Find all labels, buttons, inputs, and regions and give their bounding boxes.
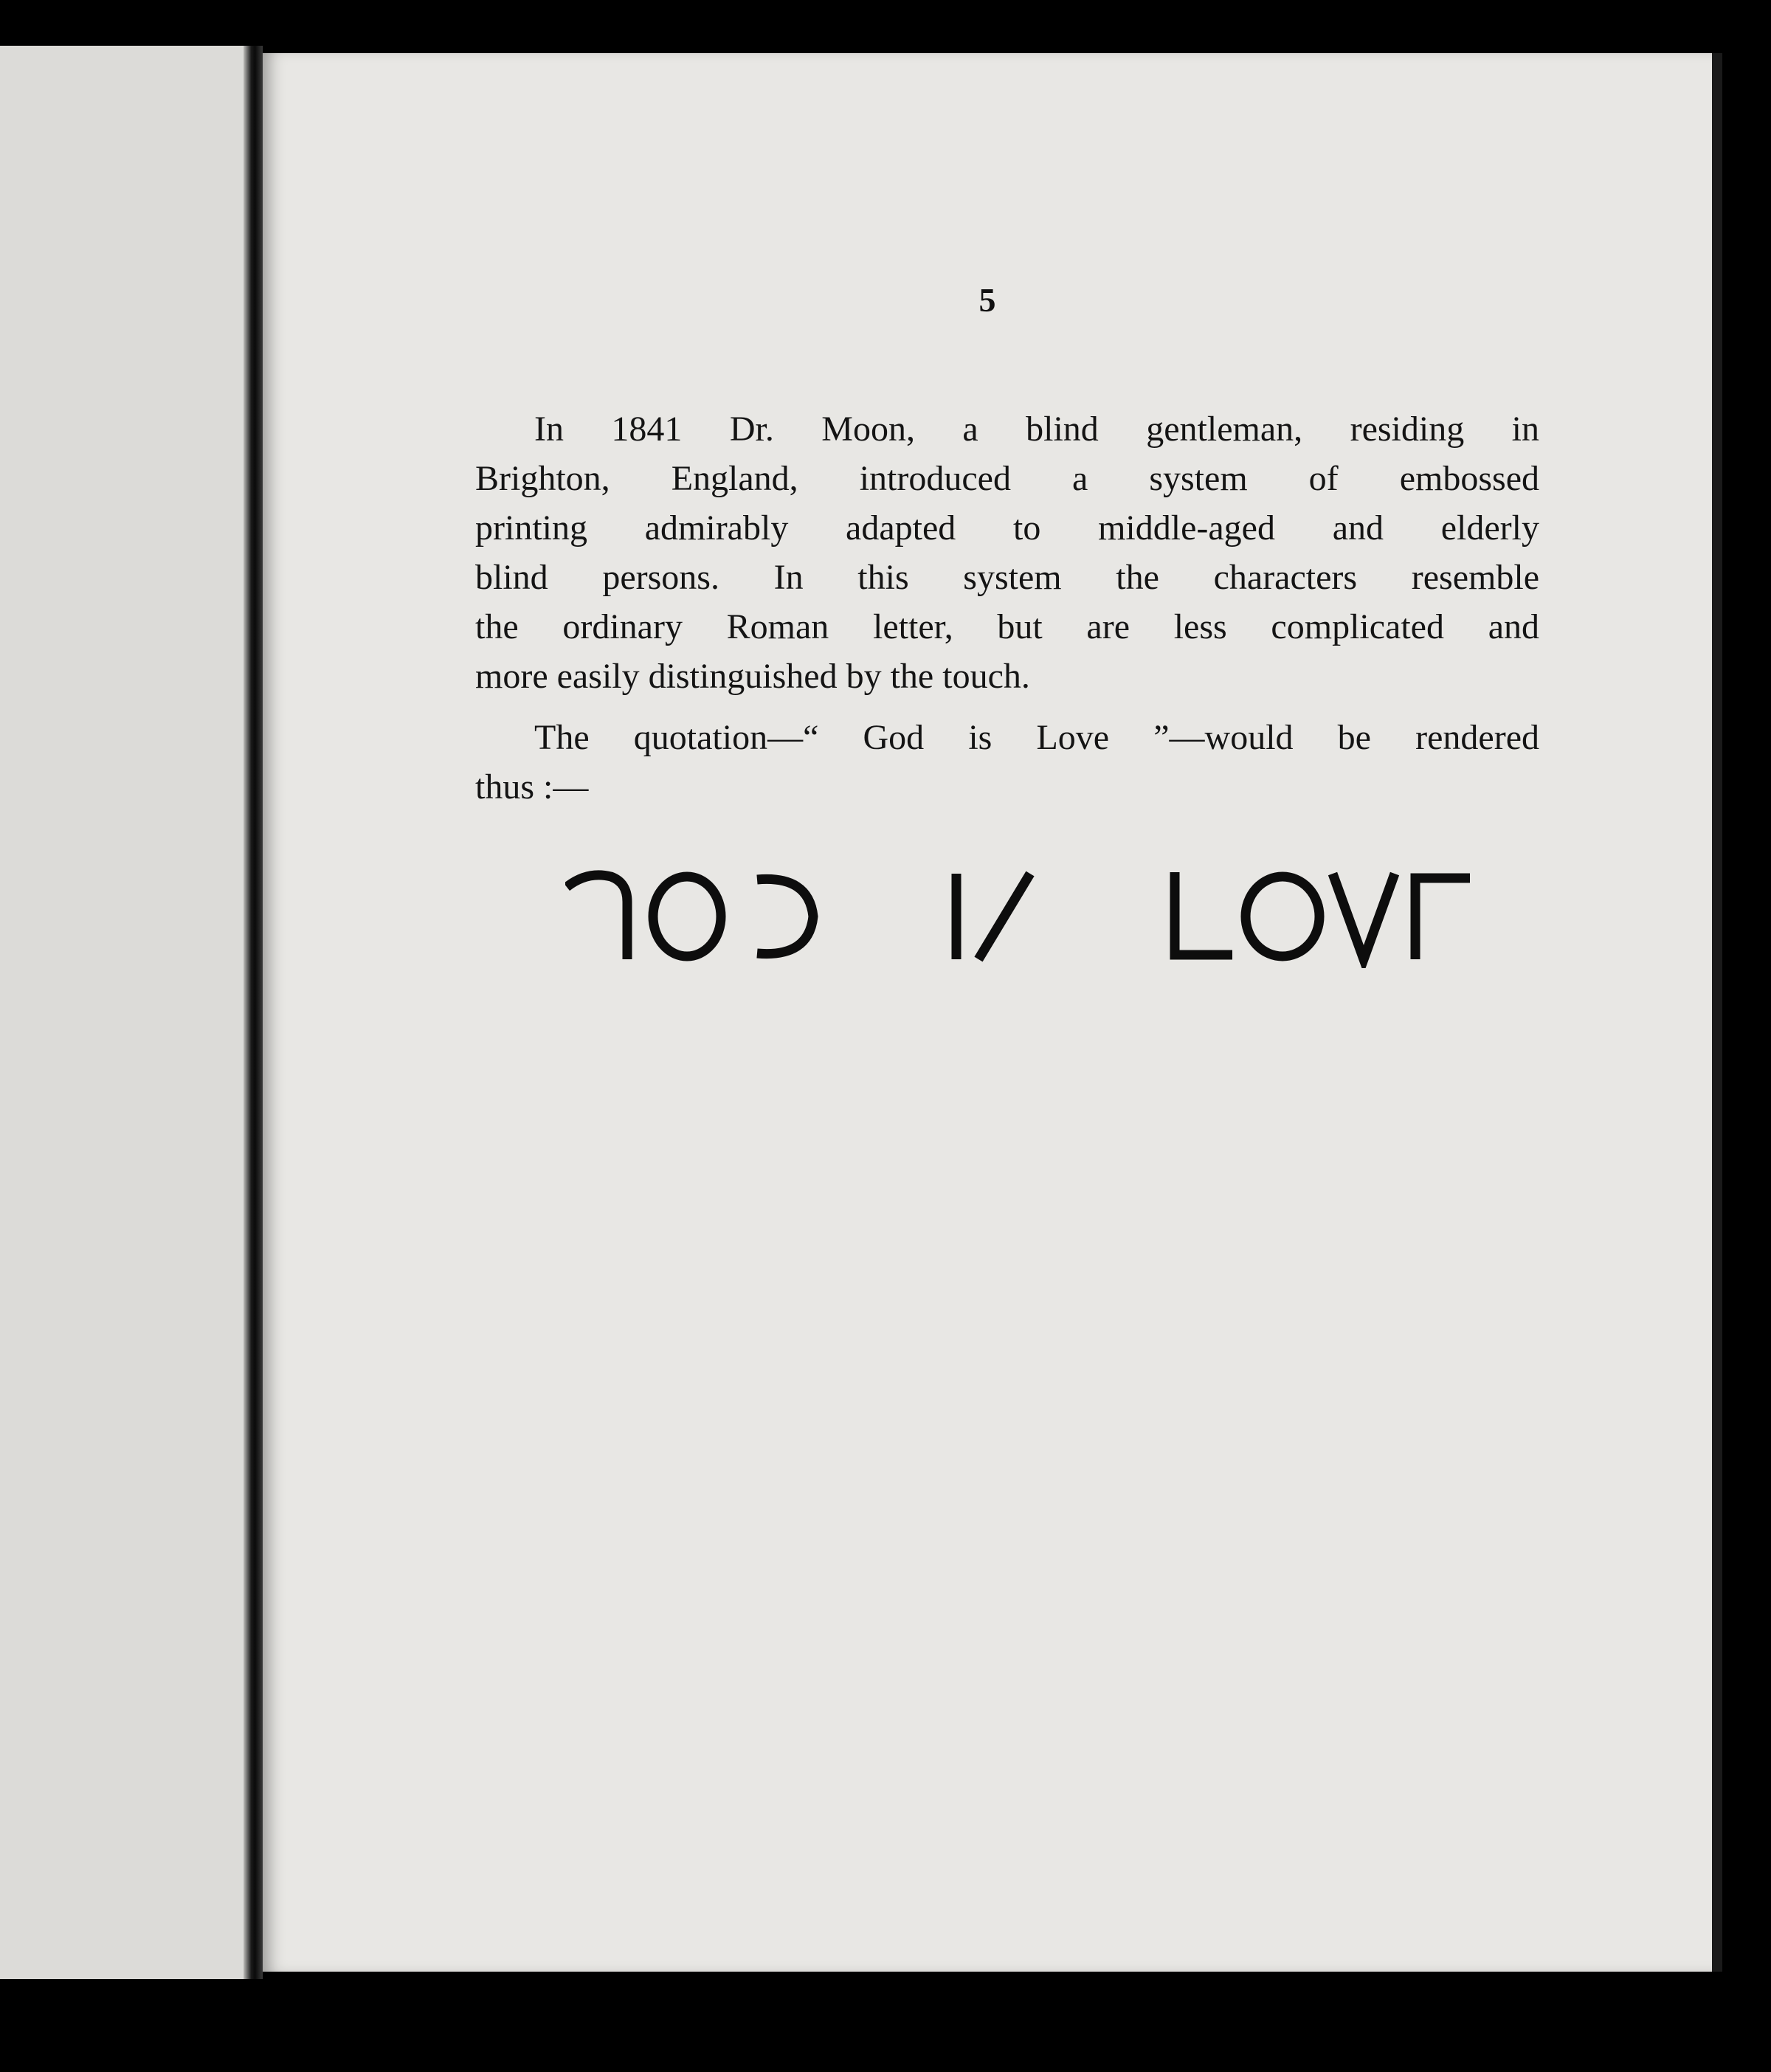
moon-type-glyphs <box>565 865 1746 968</box>
text-line: Brighton, England, introduced a system of embossed <box>475 459 1539 498</box>
text-line: more easily distinguished by the touch. <box>475 657 1030 696</box>
paragraph-moon-system <box>475 404 1539 701</box>
text-line: thus :— <box>475 767 589 807</box>
moon-glyph-o <box>1246 877 1319 956</box>
moon-glyph-o <box>653 877 721 956</box>
text-line: The quotation—“ God is Love ”—would be rendered <box>534 718 1539 757</box>
page-edge <box>1712 53 1722 1972</box>
moon-glyph-d <box>757 879 813 953</box>
moon-glyph-e <box>1415 878 1470 959</box>
text-line: blind persons. In this system the characters resemble <box>475 558 1539 597</box>
page-number: 5 <box>978 281 996 319</box>
moon-glyph-l <box>1175 872 1232 955</box>
book-gutter <box>244 46 263 1979</box>
book-page <box>263 53 1712 1972</box>
moon-type-example <box>565 865 1746 968</box>
moon-glyph-g <box>567 875 627 959</box>
moon-glyph-v <box>1333 874 1395 959</box>
text-line: In 1841 Dr. Moon, a blind gentleman, residing in <box>534 410 1539 449</box>
text-line: printing admirably adapted to middle-aged and elderly <box>475 508 1539 548</box>
previous-page-fragment <box>0 46 251 1979</box>
moon-glyph-s <box>978 874 1030 959</box>
paragraph-quotation <box>475 713 1539 812</box>
text-line: the ordinary Roman letter, but are less complicated and <box>475 607 1539 646</box>
